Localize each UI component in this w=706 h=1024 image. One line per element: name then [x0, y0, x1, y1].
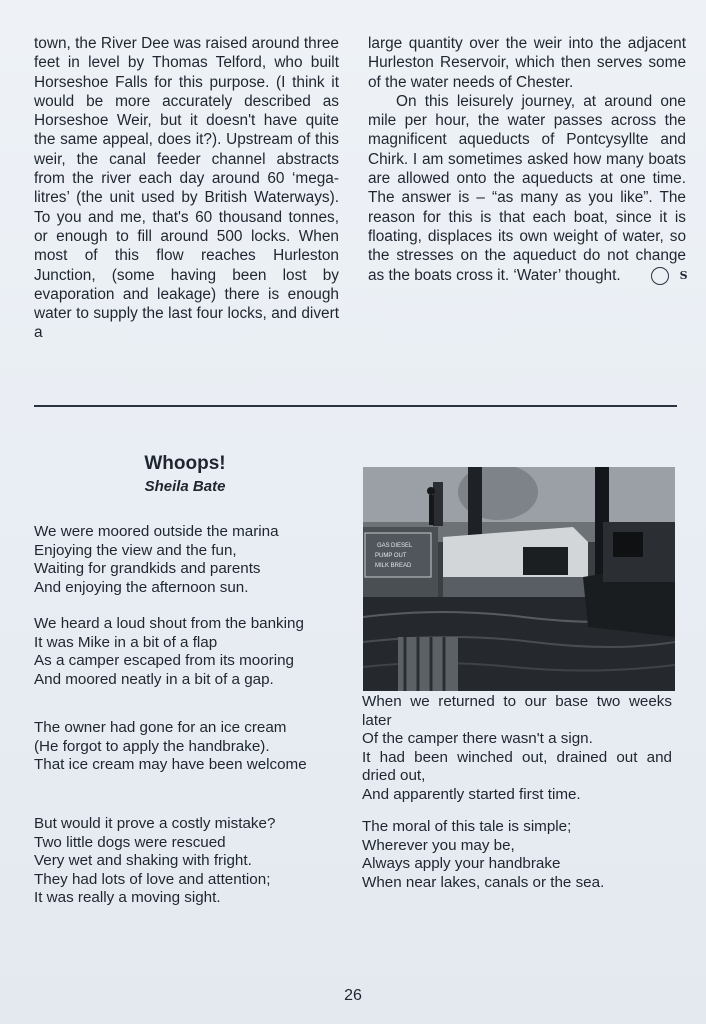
- article-left-column: [34, 34, 339, 343]
- poem-line: When we returned to our base two weeks later: [362, 693, 672, 729]
- poem-line: The owner had gone for an ice cream: [34, 719, 287, 736]
- poem-stanza: [362, 693, 672, 805]
- poem-line: They had lots of love and attention;: [34, 870, 271, 888]
- poem-line: Always apply your handbrake: [362, 855, 561, 873]
- poem-line: That ice cream may have been welcome: [34, 756, 307, 774]
- section-divider: [34, 405, 677, 407]
- article-paragraph: large quantity over the weir into the adjacent Hurleston Reservoir, which then serves some of the water needs of Chester.: [368, 35, 686, 91]
- article-right-column: [368, 34, 686, 285]
- poem-line: It was Mike in a bit of a flap: [34, 633, 218, 651]
- sign-text: PUMP OUT: [375, 553, 407, 559]
- poem-line: Enjoying the view and the fun,: [34, 541, 237, 559]
- poem-line: (He forgot to apply the handbrake).: [34, 737, 270, 755]
- poem-line: But would it prove a costly mistake?: [34, 815, 276, 832]
- photo-illustration: [363, 467, 675, 691]
- poem-line: And apparently started first time.: [362, 785, 581, 803]
- poem-line: We were moored outside the marina: [34, 523, 279, 540]
- poem-stanza: [34, 719, 339, 775]
- poem-line: The moral of this tale is simple;: [362, 818, 572, 835]
- poem-line: It had been winched out, drained out and dried out,: [362, 748, 672, 785]
- poem-line: And moored neatly in a bit of a gap.: [34, 670, 274, 688]
- poem-stanza: [34, 815, 339, 908]
- sign-text: MILK BREAD: [375, 563, 412, 569]
- poem-line: Waiting for grandkids and parents: [34, 560, 261, 578]
- article-paragraph: [368, 92, 686, 285]
- poem-line: When near lakes, canals or the sea.: [362, 873, 605, 891]
- poem-line: Wherever you may be,: [362, 836, 515, 854]
- poem-author: Sheila Bate: [144, 478, 226, 495]
- sign-text: DIESEL: [391, 543, 413, 549]
- poem-line: As a camper escaped from its mooring: [34, 652, 294, 670]
- poem-line: And enjoying the afternoon sun.: [34, 578, 249, 596]
- poem-line: We heard a loud shout from the banking: [34, 615, 304, 632]
- sign-text: GAS: [377, 543, 390, 549]
- poem-line: Of the camper there wasn't a sign.: [362, 730, 593, 748]
- poem-stanza: [362, 818, 672, 892]
- article-paragraph-text: On this leisurely journey, at around one mile per hour, the water passes across the magnificent aqueducts of Pontcysyllte and Chirk. I am sometimes asked how many boats are allowed onto the aqueducts at one time. The answer is – “as many as you like”. The reason for this is that each boat, since it is floating, displaces its own weight of water, so the stresses on the aqueduct do not change as the boats cross it. ‘Water’ thought.: [368, 92, 686, 284]
- page-number: 26: [344, 987, 362, 1004]
- poem-line: Very wet and shaking with fright.: [34, 852, 252, 870]
- end-of-article-icon: S: [651, 267, 669, 285]
- poem-stanza: [34, 523, 339, 597]
- article-paragraph: town, the River Dee was raised around three feet in level by Thomas Telford, who built Horseshoe Falls for this purpose. (I think it would be more accurately described as Horseshoe Weir, but it doesn't have quite the same appeal, does it?). Upstream of this weir, the canal feeder channel abstracts from the river each day around 60 ‘mega-litres’ (the unit used by British Waterways). To you and me, that's 60 thousand tonnes, or enough to fill around 500 locks. When most of this flow reaches Hurleston Junction, (some having been lost by evaporation and leakage) there is enough water to supply the last four locks, and divert a: [34, 35, 339, 342]
- poem-line: It was really a moving sight.: [34, 889, 221, 907]
- poem-line: Two little dogs were rescued: [34, 833, 226, 851]
- poem-title: Whoops!: [144, 453, 226, 474]
- poem-stanza: [34, 615, 339, 689]
- canal-photo: [363, 467, 675, 691]
